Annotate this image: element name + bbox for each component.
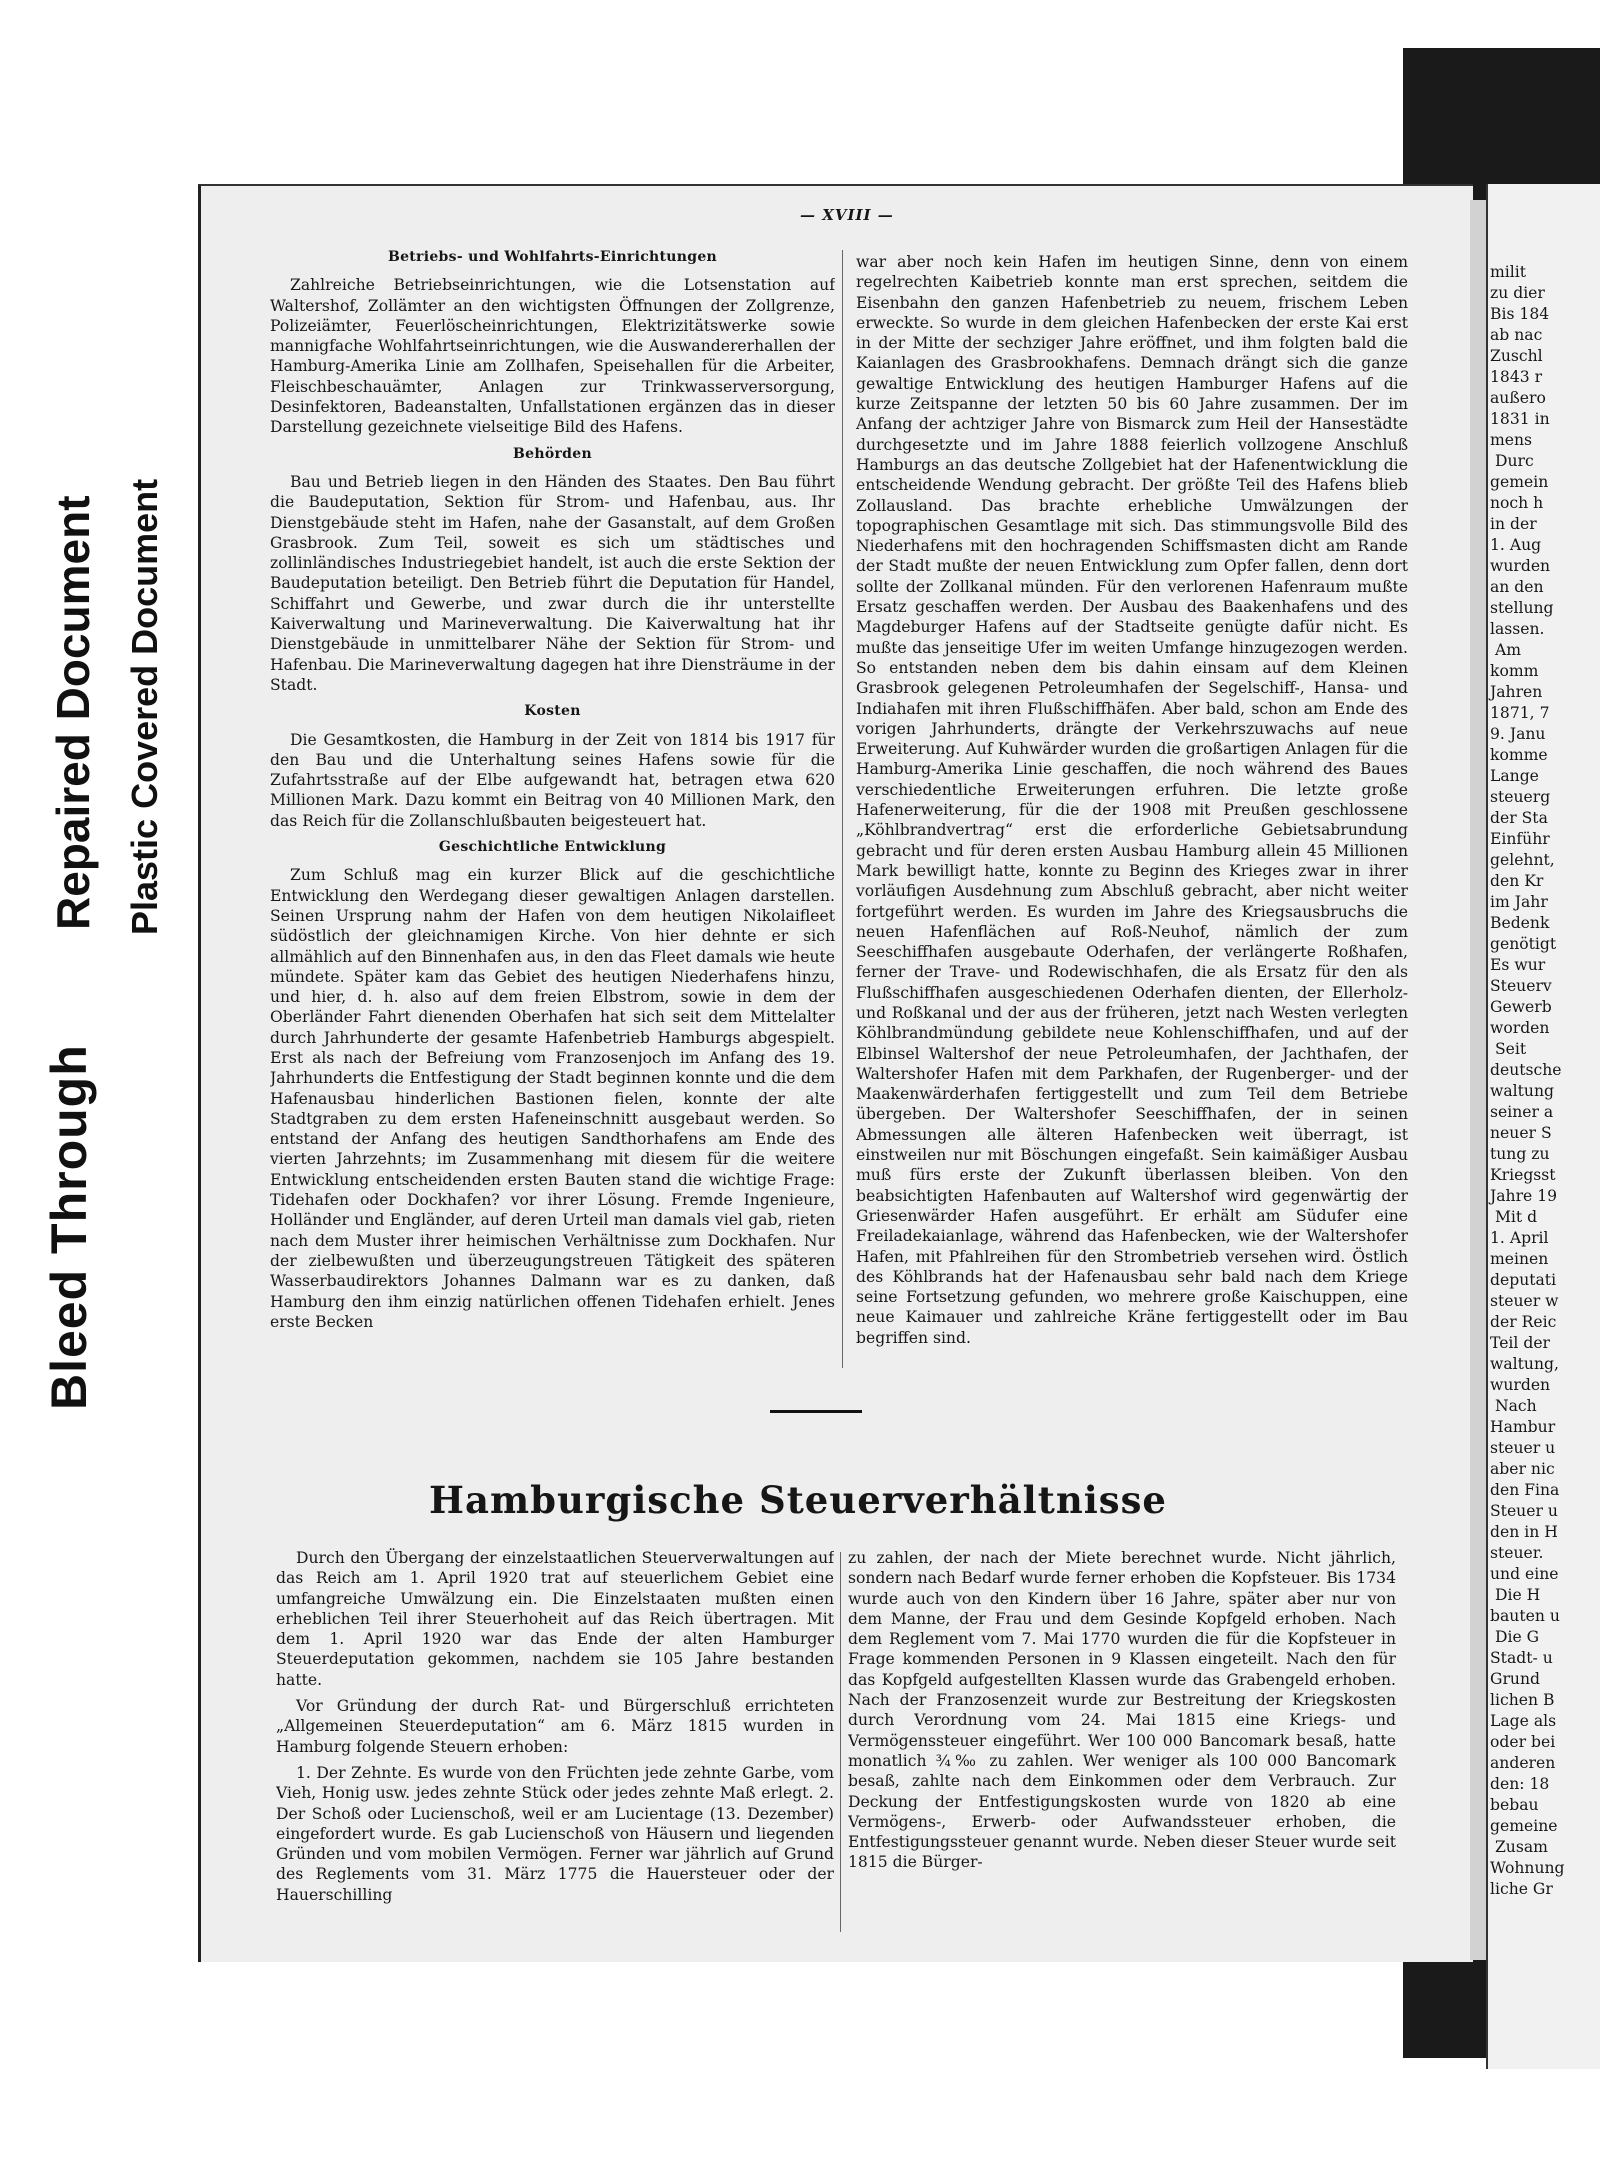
facing-page-text: milit zu dier Bis 184 ab nac Zuschl 1843 r außero 1831 in mens Durc gemein noch h in der 1. Aug wurden an den stellung lassen. Am komm Jahren 1871, 7 9. Janu komme Lange steuerg der Sta Einführ gelehnt, den Kr im Jahr Bedenk genötigt Es wur Steuerv Gewerb worden Seit deutsche waltung seiner a neuer S tung zu Kriegsst Jahre 19 Mit d 1. April meinen deputati steuer w der Reic Teil der waltung, wurden Nach Hambur steuer u aber nic den Fina Steuer u den in H steuer. und eine Die H bauten u Die G Stadt- u Grund lichen B Lage als oder bei anderen den: 18 bebau gemeine Zusam Wohnung liche Gr [1490,263,1565,1898]
text-right-column: war aber noch kein Hafen im heutigen Sinne, denn von einem regelrechten Kaibetrieb konnte man erst sprechen, seitdem die Eisenbahn den ganzen Hafenbetrieb zu neuem, frischem Leben erweckte. So wurde in dem gleichen Hafenbecken der erste Kai erst in der Mitte der sechziger Jahre eröffnet, und ihm folgten bald die Kaianlagen des Grasbrookhafens. Demnach drängt sich die ganze gewaltige Entwicklung des heutigen Hamburger Hafens auf die kurze Zeitspanne der letzten 50 bis 60 Jahre zusammen. Der im Anfang der achtziger Jahre von Bismarck zum Heil der Hansestädte durchgesetzte und im Jahre 1888 feierlich vollzogene Anschluß Hamburgs an das deutsche Zollgebiet hat der Hafenentwicklung die entscheidende Wendung gebracht. Der größte Teil des Hafens blieb Zollausland. Das brachte erhebliche Umwälzungen der topographischen Gesamtlage mit sich. Das stimmungsvolle Bild des Niederhafens mit den hochragenden Schiffsmasten dicht am Rande der Stadt mußte der neuen Entwicklung zum Opfer fallen, denn dort sollte der Zollkanal münden. Für den verlorenen Hafenraum mußte Ersatz geschaffen werden. Der Ausbau des Baakenhafens und des Magdeburger Hafens auf der Stadtseite genügte dafür nicht. Es mußte das jenseitige Ufer im weiten Umfange hinzugezogen werden. So entstanden neben dem bis dahin einsam auf dem Kleinen Grasbrook gelegenen Petroleumhafen der Segelschiff-, Hansa- und Indiahafen mit ihren Flußschiffhäfen. Aber bald, schon am Ende des vorigen Jahrhunderts, drängte der Verkehrszuwachs auf neue Erweiterung. Auf Kuhwärder wurden die großartigen Anlagen für die Hamburg-Amerika Linie geschaffen, die noch während des Baues verschiedentliche Erweiterungen erfuhren. Die letzte große Hafenerweiterung, für die der 1908 mit Preußen geschlossene „Köhlbrandvertrag“ erst die erforderliche Gebietsabrundung gebracht und für deren ersten Ausbau Hamburg allein 45 Millionen Mark bewilligt hatte, konnte zu Beginn des Krieges zwar in ihrer vorläufigen Ausdehnung zum Abschluß gebracht, aber nicht weiter fortgeführt werden. Es wurden im Jahre des Kriegsausbruchs die neuen Hafenflächen auf Roß-Neuhof, nämlich der zum Seeschiffhafen ausgebaute Oderhafen, der verlängerte Roßhafen, ferner der Trave- und Rodewischhafen, die als Ersatz für den als Flußschiffhafen ausgeschiedenen Oderhafen dienten, der Ellerholz- und Roßkanal und der aus der früheren, jetzt nach Westen verlegten Köhlbrandmündung gebildete neue Kohlenschiffhafen, und auf der Elbinsel Waltershof der neue Petroleumhafen, der Jachthafen, der Waltershofer Hafen mit dem Parkhafen, der Rugenberger- und der Maakenwärderhafen fertiggestellt und zum Teil dem Betriebe übergeben. Der Waltershofer Seeschiffhafen, der in seinen Abmessungen alle älteren Hafenbecken weit überragt, ist einstweilen nur mit Böschungen eingefaßt. Sein kaimäßiger Ausbau muß fürs erste der Zukunft überlassen bleiben. Von den beabsichtigten Hafenbauten auf Waltershof wird gegenwärtig der Griesenwärder Hafen ausgeführt. Er erhält am Südufer eine Freiladekaianlage, während das Hafenbecken, wie der Waltershofer Hafen, mit Pfahlreihen für den Strombetrieb versehen wird. Östlich des Köhlbrands hat der Hafenausbau sehr bald nach dem Kriege seine Fortsetzung gefunden, wo mehrere große Kaischuppen, eine neue Kaimauer und zahlreiche Kräne fertiggestellt oder im Bau begriffen sind. [856,253,1408,1347]
lower-right-column [848,1548,1396,1938]
page-number: — XVIII — [800,206,894,224]
label-repaired-document: Repaired Document [47,495,99,930]
column-rule-lower [840,1552,841,1932]
heading-behoerden: Behörden [513,445,592,462]
upper-left-column [270,244,835,1376]
steuer-left-p1: Durch den Übergang der einzelstaatlichen Steuerverwaltungen auf das Reich am 1. April 1920 trat auf steuerlichem Gebiet eine umfangreiche Umwälzung ein. Die Einzelstaaten mußten einen erheblichen Teil ihrer Steuerhoheit auf das Reich übertragen. Mit dem 1. April 1920 war das Ende der alten Hamburger Steuerdeputation gekommen, nachdem sie 105 Jahre bestanden hatte. [276,1549,834,1689]
text-betrieb: Zahlreiche Betriebseinrichtungen, wie die Lotsenstation auf Waltershof, Zollämter an den wichtigsten Öffnungen der Zollgrenze, Polizeiämter, Feuerlöscheinrichtungen, Elektrizitätswerke sowie mannigfache Wohlfahrtseinrichtungen, wie die Auswandererhallen der Hamburg-Amerika Linie am Zollhafen, Speisehallen für die Arbeiter, Fleischbeschauämter, Anlagen zur Trinkwasserversorgung, Desinfektoren, Badeanstalten, Unfallstationen ergänzen das in dieser Darstellung gezeichnete vielseitige Bild des Hafens. [270,276,835,437]
heading-kosten: Kosten [524,703,581,720]
text-kosten: Die Gesamtkosten, die Hamburg in der Zeit von 1814 bis 1917 für den Bau und die Unterhaltung seines Hafens sowie für die Zufahrtsstraße auf der Elbe aufgewandt hat, betragen etwa 620 Millionen Mark. Dazu kommt ein Beitrag von 40 Millionen Mark, den das Reich für die Zollanschlußbauten beigesteuert hat. [270,730,835,830]
upper-right-column [856,252,1408,1382]
column-rule [842,250,843,1368]
label-bleed-through: Bleed Through [41,1044,97,1410]
label-plastic-covered: Plastic Covered Document [124,478,165,935]
text-behoerden: Bau und Betrieb liegen in den Händen des Staates. Den Bau führt die Baudeputation, Sektion für Strom- und Hafenbau, aus. Ihr Dienstgebäude steht im Hafen, nahe der Gasanstalt, auf dem Großen Grasbrook. Zum Teil, soweit es sich um städtisches und zollinländisches Industriegebiet handelt, ist auch die erste Sektion der Baudeputation beteiligt. Den Betrieb führt die Deputation für Handel, Schiffahrt und Gewerbe, und zwar durch die ihr unterstellte Kaiverwaltung und Marineverwaltung. Die Kaiverwaltung hat ihr Dienstgebäude in unmittelbarer Nähe der Sektion für Strom- und Hafenbau. Die Marineverwaltung dagegen hat ihre Diensträume in der Stadt. [270,472,835,694]
text-geschichte: Zum Schluß mag ein kurzer Blick auf die geschichtliche Entwicklung den Werdegang dieser gewaltigen Anlagen darstellen. Seinen Ursprung nahm der Hafen von dem heutigen Nikolaifleet südöstlich der gleichnamigen Kirche. Von hier dehnte er sich allmählich auf den Binnenhafen aus, in den das Fleet damals wie heute mündete. Später kam das Gebiet des heutigen Niederhafens hinzu, und hier, d. h. also auf dem freien Elbstrom, sowie in dem der Oberländer Fahrt dienenden Oberhafen hat sich seit dem Mittelalter durch Jahrhunderte der gesamte Hafenbetrieb Hamburgs abgespielt. Erst als nach der Befreiung vom Franzosenjoch im Anfang des 19. Jahrhunderts die Entfestigung der Stadt beginnen konnte und die dem Hafenausbau hinderlichen Bastionen fielen, konnte der alte Stadtgraben zu dem ersten Hafeneinschnitt ausgebaut werden. So entstand der Anfang des heutigen Sandthorhafens am Ende des vierten Jahrzehnts; im Zusammenhang mit diesem für die weitere Entwicklung entscheidenden ersten Bauten stand die wichtige Frage: Tidehafen oder Dockhafen? vor ihrer Lösung. Fremde Ingenieure, Holländer und Engländer, auf deren Urteil man damals viel gab, rieten nach dem Muster ihrer heimischen Verhältnisse zum Dockhafen. Nur der zielbewußten und überzeugungstreuen Tätigkeit des späteren Wasserbaudirektors Johannes Dalmann war es zu danken, daß Hamburg den ihm einzig natürlichen offenen Tidehafen erhielt. Jenes erste Becken [270,866,835,1331]
heading-geschichte: Geschichtliche Entwicklung [438,839,667,856]
section-divider [770,1410,862,1413]
steuer-heading: Hamburgische Steuerverhältnisse [429,1478,1167,1522]
steuer-left-p2: Vor Gründung der durch Rat- und Bürgerschluß errichteten „Allgemeinen Steuerdeputation“ am 6. März 1815 wurden in Hamburg folgende Steuern erhoben: [276,1697,834,1756]
lower-left-column [276,1548,834,1938]
background-strip [0,48,198,2058]
steuer-left-p3: 1. Der Zehnte. Es wurde von den Früchten jede zehnte Garbe, vom Vieh, Honig usw. jedes zehnte Stück oder jedes zehnte Maß erlegt. 2. Der Schoß oder Lucienschoß, weil er am Lucientage (13. Dezember) eingefordert wurde. Es gab Lucienschoß von Häusern und liegenden Gründen und vom mobilen Vermögen. Ferner war jährlich auf Grund des Reglements vom 31. März 1775 die Hauersteuer oder der Hauerschilling [276,1763,834,1904]
steuer-right-text: zu zahlen, der nach der Miete berechnet wurde. Nicht jährlich, sondern nach Bedarf wurde ferner erhoben die Kopfsteuer. Bis 1734 wurde auch von den Kindern über 16 Jahre, später aber nur von dem Manne, der Frau und dem Gesinde Kopfgeld erhoben. Nach dem Reglement vom 7. Mai 1770 wurden die für die Kopfsteuer in Frage kommenden Personen in 9 Klassen eingeteilt. Nach den für das Kopfgeld aufgestellten Klassen wurde das Grabengeld erhoben. Nach der Franzosenzeit wurde zur Bestreitung der Kriegskosten durch Verordnung vom 24. Mai 1815 eine Kriegs- und Vermögenssteuer eingeführt. Wer 100 000 Bancomark besaß, hatte monatlich ¾‰ zu zahlen. Wer weniger als 100 000 Bancomark besaß, zahlte nach dem Einkommen oder dem Verbrauch. Zur Deckung der Entfestigungskosten wurde von 1820 ab eine Vermögens-, Erwerb- oder Aufwandssteuer erhoben, die Entfestigungssteuer genannt wurde. Neben dieser Steuer wurde seit 1815 die Bürger- [848,1549,1396,1872]
heading-betrieb: Betriebs- und Wohlfahrts-Einrichtungen [387,249,718,265]
